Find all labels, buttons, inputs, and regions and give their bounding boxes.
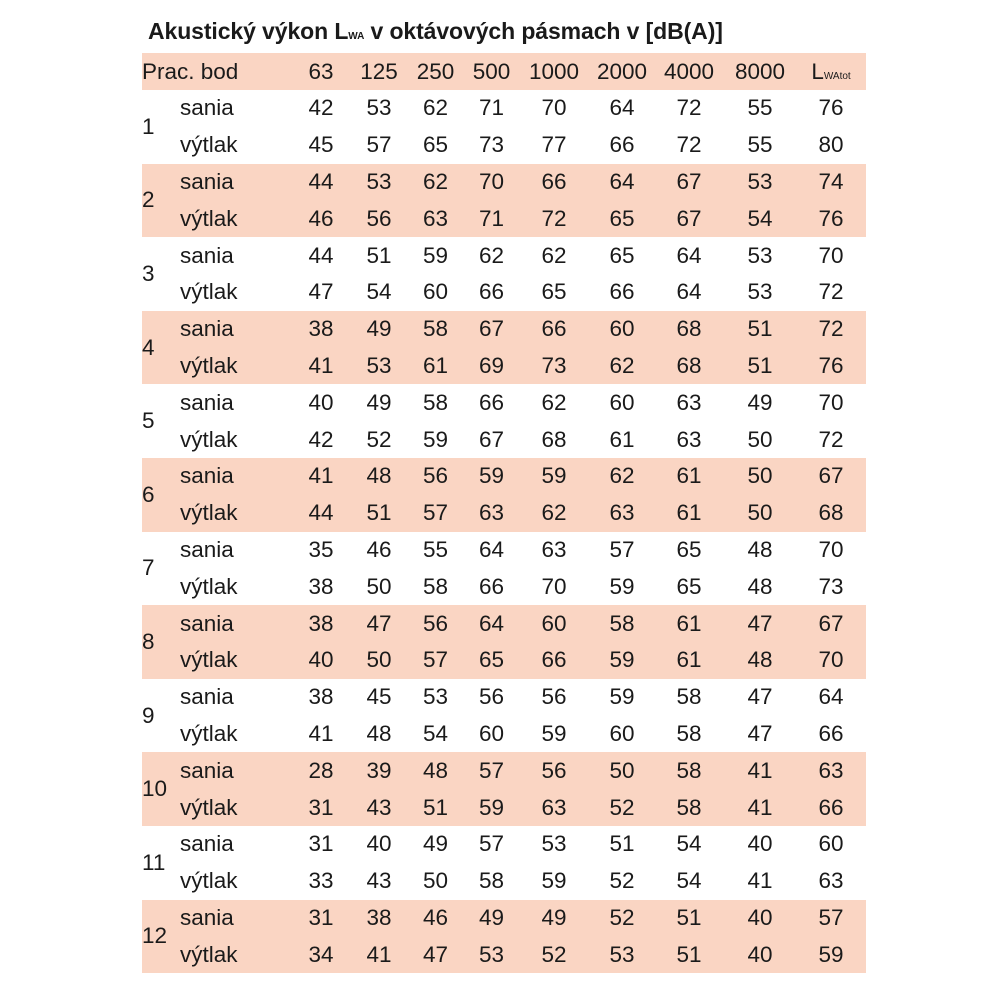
band-value: 47 [406, 936, 465, 973]
row-type: výtlak [180, 426, 238, 452]
row-type: sania [180, 389, 234, 415]
band-value: 63 [465, 495, 518, 532]
band-value: 51 [654, 936, 724, 973]
point-id: 11 [142, 849, 166, 875]
band-value: 53 [747, 242, 773, 268]
band-value: 72 [676, 95, 702, 121]
band-value: 65 [609, 242, 635, 268]
band-value: 35 [308, 536, 334, 562]
band-value: 47 [352, 605, 406, 642]
band-value: 66 [478, 573, 505, 599]
band-value: 64 [676, 279, 702, 305]
band-value: 72 [676, 132, 702, 158]
band-value: 59 [465, 789, 518, 826]
header-band: 500 [465, 53, 518, 90]
band-value: 64 [676, 242, 702, 268]
total-value: 73 [818, 573, 844, 599]
band-value: 51 [724, 311, 796, 348]
table-row [142, 936, 866, 973]
total-value: 66 [796, 789, 866, 826]
point-id: 4 [142, 311, 180, 385]
band-value: 66 [518, 311, 590, 348]
band-value: 28 [290, 752, 352, 789]
band-value: 55 [747, 132, 773, 158]
row-type: sania [180, 684, 234, 710]
total-value: 80 [818, 132, 844, 158]
band-value: 56 [406, 458, 465, 495]
point-id: 1 [142, 113, 155, 139]
band-value: 50 [590, 752, 654, 789]
total-value: 76 [796, 200, 866, 237]
acoustic-power-table [142, 53, 866, 973]
band-value: 59 [609, 573, 635, 599]
band-value: 60 [422, 279, 449, 305]
band-value: 58 [590, 605, 654, 642]
header-band: 125 [352, 53, 406, 90]
total-value: 60 [818, 831, 844, 857]
band-value: 65 [676, 536, 702, 562]
point-id: 3 [142, 260, 155, 286]
band-value: 61 [406, 348, 465, 385]
band-value: 48 [366, 720, 392, 746]
band-value: 60 [609, 389, 635, 415]
band-value: 47 [747, 720, 773, 746]
band-value: 58 [422, 573, 449, 599]
band-value: 54 [676, 831, 702, 857]
band-value: 42 [308, 95, 334, 121]
total-value: 66 [818, 720, 844, 746]
band-value: 53 [465, 936, 518, 973]
band-value: 49 [352, 311, 406, 348]
point-id: 10 [142, 752, 180, 826]
band-value: 61 [654, 642, 724, 679]
band-value: 70 [541, 95, 567, 121]
header-band: 63 [290, 53, 352, 90]
band-value: 51 [724, 348, 796, 385]
band-value: 71 [465, 200, 518, 237]
band-value: 62 [518, 495, 590, 532]
row-type: výtlak [180, 495, 290, 532]
band-value: 40 [724, 936, 796, 973]
row-type: výtlak [180, 348, 290, 385]
band-value: 66 [478, 279, 505, 305]
band-value: 58 [422, 389, 449, 415]
table-row [142, 568, 866, 605]
band-value: 68 [654, 348, 724, 385]
band-value: 56 [352, 200, 406, 237]
band-value: 58 [654, 789, 724, 826]
band-value: 56 [406, 605, 465, 642]
band-value: 49 [465, 900, 518, 937]
band-value: 54 [676, 868, 702, 894]
band-value: 59 [609, 684, 635, 710]
band-value: 73 [478, 132, 505, 158]
row-type: výtlak [180, 200, 290, 237]
band-value: 41 [352, 936, 406, 973]
band-value: 77 [541, 132, 567, 158]
band-value: 58 [654, 752, 724, 789]
total-value: 68 [796, 495, 866, 532]
row-type: výtlak [180, 642, 290, 679]
band-value: 31 [290, 789, 352, 826]
point-id: 12 [142, 900, 180, 974]
total-value: 72 [818, 426, 844, 452]
band-value: 41 [747, 868, 773, 894]
band-value: 53 [352, 164, 406, 201]
band-value: 47 [308, 279, 334, 305]
point-id: 7 [142, 555, 155, 581]
band-value: 67 [654, 164, 724, 201]
band-value: 53 [590, 936, 654, 973]
point-id: 2 [142, 164, 180, 238]
band-value: 67 [465, 311, 518, 348]
band-value: 58 [478, 868, 505, 894]
table-row [142, 642, 866, 679]
point-id: 6 [142, 458, 180, 532]
band-value: 71 [478, 95, 505, 121]
band-value: 48 [724, 642, 796, 679]
band-value: 38 [308, 684, 334, 710]
row-type: sania [180, 831, 234, 857]
table-row [142, 421, 866, 458]
total-value: 64 [818, 684, 844, 710]
total-value: 72 [796, 311, 866, 348]
band-value: 52 [518, 936, 590, 973]
total-value: 70 [818, 536, 844, 562]
band-value: 46 [290, 200, 352, 237]
row-type: sania [180, 752, 290, 789]
point-id: 5 [142, 408, 155, 434]
table-row [142, 900, 866, 937]
band-value: 60 [609, 720, 635, 746]
band-value: 44 [308, 242, 334, 268]
band-value: 33 [308, 868, 334, 894]
point-id: 8 [142, 605, 180, 679]
band-value: 57 [366, 132, 392, 158]
total-value: 67 [796, 605, 866, 642]
table-row [142, 311, 866, 348]
band-value: 41 [290, 348, 352, 385]
band-value: 57 [406, 642, 465, 679]
band-value: 64 [590, 164, 654, 201]
band-value: 40 [366, 831, 392, 857]
band-value: 66 [518, 642, 590, 679]
band-value: 60 [478, 720, 505, 746]
band-value: 67 [654, 200, 724, 237]
table-row [142, 348, 866, 385]
total-value: 70 [796, 642, 866, 679]
band-value: 62 [478, 242, 505, 268]
band-value: 57 [478, 831, 505, 857]
band-value: 65 [541, 279, 567, 305]
band-value: 51 [366, 242, 392, 268]
band-value: 68 [541, 426, 567, 452]
header-band: 8000 [724, 53, 796, 90]
row-type: výtlak [180, 868, 238, 894]
total-value: 76 [818, 95, 844, 121]
band-value: 51 [406, 789, 465, 826]
band-value: 52 [366, 426, 392, 452]
band-value: 59 [541, 868, 567, 894]
table-row [142, 127, 866, 164]
title-subscript: WA [348, 31, 365, 42]
header-label: Prac. bod [142, 53, 290, 90]
band-value: 65 [422, 132, 449, 158]
band-value: 41 [724, 789, 796, 826]
band-value: 62 [590, 458, 654, 495]
table-row [142, 274, 866, 311]
band-value: 51 [609, 831, 635, 857]
band-value: 58 [406, 311, 465, 348]
band-value: 54 [366, 279, 392, 305]
band-value: 62 [406, 164, 465, 201]
band-value: 59 [541, 720, 567, 746]
band-value: 67 [478, 426, 505, 452]
band-value: 62 [541, 242, 567, 268]
total-value: 63 [818, 868, 844, 894]
band-value: 47 [724, 605, 796, 642]
band-value: 60 [518, 605, 590, 642]
table-row [142, 679, 866, 716]
row-type: výtlak [180, 132, 238, 158]
total-value: 74 [796, 164, 866, 201]
band-value: 45 [366, 684, 392, 710]
band-value: 43 [366, 868, 392, 894]
band-value: 64 [609, 95, 635, 121]
band-value: 47 [747, 684, 773, 710]
table-row [142, 532, 866, 569]
band-value: 65 [590, 200, 654, 237]
table-row [142, 605, 866, 642]
row-type: výtlak [180, 573, 238, 599]
total-value: 63 [796, 752, 866, 789]
band-value: 52 [590, 900, 654, 937]
band-value: 38 [290, 311, 352, 348]
row-type: sania [180, 164, 290, 201]
band-value: 59 [518, 458, 590, 495]
band-value: 60 [590, 311, 654, 348]
band-value: 38 [308, 573, 334, 599]
row-type: sania [180, 458, 290, 495]
table-row [142, 789, 866, 826]
band-value: 64 [478, 536, 505, 562]
table-row [142, 863, 866, 900]
band-value: 59 [590, 642, 654, 679]
band-value: 52 [609, 868, 635, 894]
band-value: 55 [747, 95, 773, 121]
band-value: 61 [654, 458, 724, 495]
band-value: 52 [590, 789, 654, 826]
band-value: 38 [290, 605, 352, 642]
band-value: 38 [352, 900, 406, 937]
band-value: 50 [747, 426, 773, 452]
table-row [142, 716, 866, 753]
row-type: sania [180, 605, 290, 642]
band-value: 62 [541, 389, 567, 415]
band-value: 66 [518, 164, 590, 201]
table-row [142, 200, 866, 237]
total-value: 70 [818, 389, 844, 415]
total-value: 67 [796, 458, 866, 495]
point-id: 9 [142, 702, 155, 728]
table-row [142, 458, 866, 495]
band-value: 61 [654, 605, 724, 642]
band-value: 51 [352, 495, 406, 532]
row-type: sania [180, 900, 290, 937]
band-value: 57 [609, 536, 635, 562]
band-value: 53 [724, 164, 796, 201]
band-value: 53 [541, 831, 567, 857]
band-value: 40 [290, 642, 352, 679]
band-value: 50 [422, 868, 449, 894]
table-row [142, 495, 866, 532]
band-value: 48 [406, 752, 465, 789]
band-value: 41 [308, 720, 334, 746]
band-value: 50 [352, 642, 406, 679]
band-value: 61 [609, 426, 635, 452]
band-value: 40 [724, 900, 796, 937]
band-value: 66 [478, 389, 505, 415]
band-value: 49 [747, 389, 773, 415]
table-row [142, 164, 866, 201]
band-value: 58 [676, 684, 702, 710]
band-value: 62 [590, 348, 654, 385]
row-type: výtlak [180, 936, 290, 973]
band-value: 73 [518, 348, 590, 385]
band-value: 59 [422, 242, 449, 268]
total-value: 70 [818, 242, 844, 268]
row-type: výtlak [180, 279, 238, 305]
table-row [142, 752, 866, 789]
band-value: 48 [352, 458, 406, 495]
header-band: 2000 [590, 53, 654, 90]
table-row [142, 237, 866, 274]
band-value: 59 [465, 458, 518, 495]
band-value: 64 [465, 605, 518, 642]
band-value: 63 [541, 536, 567, 562]
band-value: 66 [609, 132, 635, 158]
header-total [796, 53, 866, 90]
band-value: 50 [724, 495, 796, 532]
band-value: 45 [308, 132, 334, 158]
band-value: 48 [747, 573, 773, 599]
band-value: 51 [654, 900, 724, 937]
band-value: 61 [654, 495, 724, 532]
band-value: 56 [518, 752, 590, 789]
band-value: 63 [518, 789, 590, 826]
band-value: 49 [422, 831, 449, 857]
band-value: 46 [366, 536, 392, 562]
band-value: 57 [406, 495, 465, 532]
band-value: 43 [352, 789, 406, 826]
band-value: 40 [308, 389, 334, 415]
band-value: 66 [609, 279, 635, 305]
band-value: 53 [352, 348, 406, 385]
title-main: Akustický výkon L [148, 18, 349, 44]
header-total-sub: WAtot [823, 70, 851, 82]
band-value: 65 [465, 642, 518, 679]
table-row [142, 90, 866, 127]
band-value: 63 [676, 426, 702, 452]
header-total-main: L [811, 58, 824, 84]
table-row [142, 826, 866, 863]
band-value: 63 [406, 200, 465, 237]
band-value: 53 [366, 95, 392, 121]
band-value: 62 [422, 95, 449, 121]
band-value: 39 [352, 752, 406, 789]
band-value: 49 [518, 900, 590, 937]
band-value: 65 [676, 573, 702, 599]
band-value: 42 [308, 426, 334, 452]
total-value: 76 [796, 348, 866, 385]
header-row [142, 53, 866, 90]
band-value: 54 [724, 200, 796, 237]
band-value: 31 [308, 831, 334, 857]
total-value: 57 [796, 900, 866, 937]
header-band: 1000 [518, 53, 590, 90]
header-band: 4000 [654, 53, 724, 90]
band-value: 31 [290, 900, 352, 937]
band-value: 63 [676, 389, 702, 415]
band-value: 49 [366, 389, 392, 415]
band-value: 40 [747, 831, 773, 857]
band-value: 44 [290, 164, 352, 201]
band-value: 56 [541, 684, 567, 710]
band-value: 58 [676, 720, 702, 746]
row-type: sania [180, 536, 234, 562]
table-row [142, 384, 866, 421]
row-type: sania [180, 242, 234, 268]
band-value: 50 [366, 573, 392, 599]
band-value: 48 [747, 536, 773, 562]
band-value: 44 [290, 495, 352, 532]
band-value: 54 [422, 720, 449, 746]
band-value: 34 [290, 936, 352, 973]
band-value: 46 [406, 900, 465, 937]
band-value: 72 [518, 200, 590, 237]
band-value: 56 [478, 684, 505, 710]
row-type: výtlak [180, 720, 238, 746]
band-value: 55 [422, 536, 449, 562]
header-band: 250 [406, 53, 465, 90]
row-type: sania [180, 95, 234, 121]
band-value: 41 [290, 458, 352, 495]
band-value: 57 [465, 752, 518, 789]
table-title [148, 18, 723, 45]
band-value: 68 [654, 311, 724, 348]
band-value: 70 [465, 164, 518, 201]
total-value: 59 [796, 936, 866, 973]
band-value: 70 [541, 573, 567, 599]
band-value: 59 [422, 426, 449, 452]
band-value: 53 [747, 279, 773, 305]
band-value: 41 [724, 752, 796, 789]
band-value: 63 [590, 495, 654, 532]
row-type: sania [180, 311, 290, 348]
band-value: 53 [422, 684, 449, 710]
band-value: 50 [724, 458, 796, 495]
total-value: 72 [818, 279, 844, 305]
band-value: 69 [465, 348, 518, 385]
row-type: výtlak [180, 789, 290, 826]
title-suffix: v oktávových pásmach v [dB(A)] [364, 18, 723, 44]
